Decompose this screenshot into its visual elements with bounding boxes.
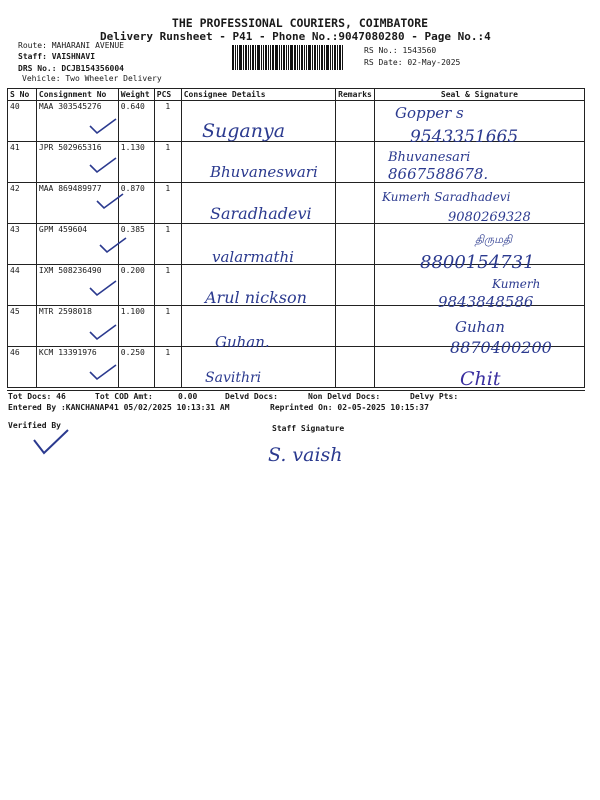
col-header-consignee: Consignee Details bbox=[181, 89, 335, 101]
row-weight: 0.870 bbox=[118, 183, 154, 224]
handwritten-phone: 9080269328 bbox=[448, 210, 531, 225]
handwritten-phone: 9543351665 bbox=[410, 127, 519, 147]
check-mark-icon bbox=[88, 116, 118, 136]
handwritten-phone: 8870400200 bbox=[450, 338, 552, 357]
check-mark-icon bbox=[88, 278, 118, 298]
row-weight: 1.100 bbox=[118, 306, 154, 347]
handwritten-phone: 8667588678. bbox=[388, 165, 489, 183]
route-field: Route: MAHARANI AVENUE bbox=[18, 41, 124, 50]
row-weight: 0.640 bbox=[118, 101, 154, 142]
staff-signature-label: Staff Signature bbox=[272, 424, 345, 433]
row-remarks bbox=[336, 142, 375, 183]
handwritten-consignee: Savithri bbox=[205, 370, 262, 386]
row-sno: 40 bbox=[8, 101, 37, 142]
check-mark-icon bbox=[88, 322, 118, 342]
handwritten-consignee: Arul nickson bbox=[205, 288, 307, 307]
handwritten-phone: 8800154731 bbox=[420, 252, 535, 273]
reprinted-on: Reprinted On: 02-05-2025 10:15:37 bbox=[270, 403, 429, 412]
row-sno: 44 bbox=[8, 265, 37, 306]
rs-date: RS Date: 02-May-2025 bbox=[364, 58, 461, 67]
handwritten-consignee: valarmathi bbox=[212, 248, 294, 266]
check-mark-icon bbox=[88, 362, 118, 382]
row-pcs: 1 bbox=[154, 224, 181, 265]
row-sno: 42 bbox=[8, 183, 37, 224]
row-remarks bbox=[336, 101, 375, 142]
row-weight: 0.250 bbox=[118, 347, 154, 388]
handwritten-signature: Chit bbox=[460, 368, 501, 390]
col-header-sno: S No bbox=[8, 89, 37, 101]
row-pcs: 1 bbox=[154, 347, 181, 388]
row-pcs: 1 bbox=[154, 142, 181, 183]
handwritten-signature: திருமதி bbox=[475, 233, 513, 246]
row-sno: 46 bbox=[8, 347, 37, 388]
row-consignment: MTR 2598018 bbox=[36, 306, 118, 347]
row-sno: 41 bbox=[8, 142, 37, 183]
handwritten-consignee: Saradhadevi bbox=[210, 204, 312, 223]
row-remarks bbox=[336, 347, 375, 388]
row-remarks bbox=[336, 306, 375, 347]
delivered-docs: Delvd Docs: bbox=[225, 392, 278, 401]
col-header-weight: Weight bbox=[118, 89, 154, 101]
verified-by-label: Verified By bbox=[8, 421, 61, 430]
handwritten-consignee: Suganya bbox=[202, 120, 286, 142]
drs-number: DRS No.: DCJB154356004 bbox=[18, 64, 124, 73]
handwritten-signature: Guhan bbox=[455, 318, 505, 336]
col-header-remarks: Remarks bbox=[336, 89, 375, 101]
row-remarks bbox=[336, 265, 375, 306]
row-weight: 0.200 bbox=[118, 265, 154, 306]
company-title: THE PROFESSIONAL COURIERS, COIMBATORE bbox=[171, 16, 429, 30]
row-consignment: GPM 459604 bbox=[36, 224, 118, 265]
check-mark-icon bbox=[95, 191, 125, 211]
handwritten-signature: Gopper s bbox=[395, 104, 464, 122]
row-weight: 1.130 bbox=[118, 142, 154, 183]
vehicle-field: Vehicle: Two Wheeler Delivery bbox=[22, 74, 162, 83]
handwritten-signature: Bhuvanesari bbox=[388, 150, 471, 165]
total-cod-label: Tot COD Amt: bbox=[95, 392, 153, 401]
row-consignment: MAA 303545276 bbox=[36, 101, 118, 142]
handwritten-consignee: Bhuvaneswari bbox=[210, 163, 318, 181]
handwritten-phone: 9843848586 bbox=[438, 293, 534, 311]
barcode bbox=[232, 45, 360, 70]
total-docs: Tot Docs: 46 bbox=[8, 392, 66, 401]
footer-divider bbox=[7, 390, 585, 391]
check-mark-icon bbox=[98, 235, 128, 255]
handwritten-consignee: Guhan. bbox=[215, 333, 270, 351]
non-delivered-docs: Non Delvd Docs: bbox=[308, 392, 381, 401]
row-sno: 43 bbox=[8, 224, 37, 265]
rs-number: RS No.: 1543560 bbox=[364, 46, 437, 55]
col-header-pcs: PCS bbox=[154, 89, 181, 101]
row-consignment: MAA 869489977 bbox=[36, 183, 118, 224]
row-pcs: 1 bbox=[154, 183, 181, 224]
total-cod-value: 0.00 bbox=[178, 392, 198, 401]
row-pcs: 1 bbox=[154, 306, 181, 347]
check-mark-icon bbox=[32, 428, 70, 456]
row-remarks bbox=[336, 224, 375, 265]
row-weight: 0.385 bbox=[118, 224, 154, 265]
col-header-consignment: Consignment No bbox=[36, 89, 118, 101]
row-consignment: KCM 13391976 bbox=[36, 347, 118, 388]
row-pcs: 1 bbox=[154, 265, 181, 306]
table-header-row bbox=[8, 89, 585, 101]
staff-field: Staff: VAISHNAVI bbox=[18, 52, 96, 61]
entered-by: Entered By :KANCHANAP41 05/02/2025 10:13:31 AM bbox=[8, 403, 230, 412]
check-mark-icon bbox=[88, 155, 118, 175]
runsheet-subtitle: Delivery Runsheet - P41 - Phone No.:9047080280 - Page No.:4 bbox=[100, 30, 491, 43]
row-consignment: IXM 508236490 bbox=[36, 265, 118, 306]
handwritten-signature: Kumerh Saradhadevi bbox=[382, 190, 511, 204]
row-pcs: 1 bbox=[154, 101, 181, 142]
delivery-points: Delvy Pts: bbox=[410, 392, 459, 401]
staff-signature-hand: S. vaish bbox=[268, 444, 343, 466]
row-sno: 45 bbox=[8, 306, 37, 347]
row-consignment: JPR 502965316 bbox=[36, 142, 118, 183]
handwritten-signature: Kumerh bbox=[492, 277, 541, 291]
row-remarks bbox=[336, 183, 375, 224]
col-header-seal-signature: Seal & Signature bbox=[374, 89, 584, 101]
